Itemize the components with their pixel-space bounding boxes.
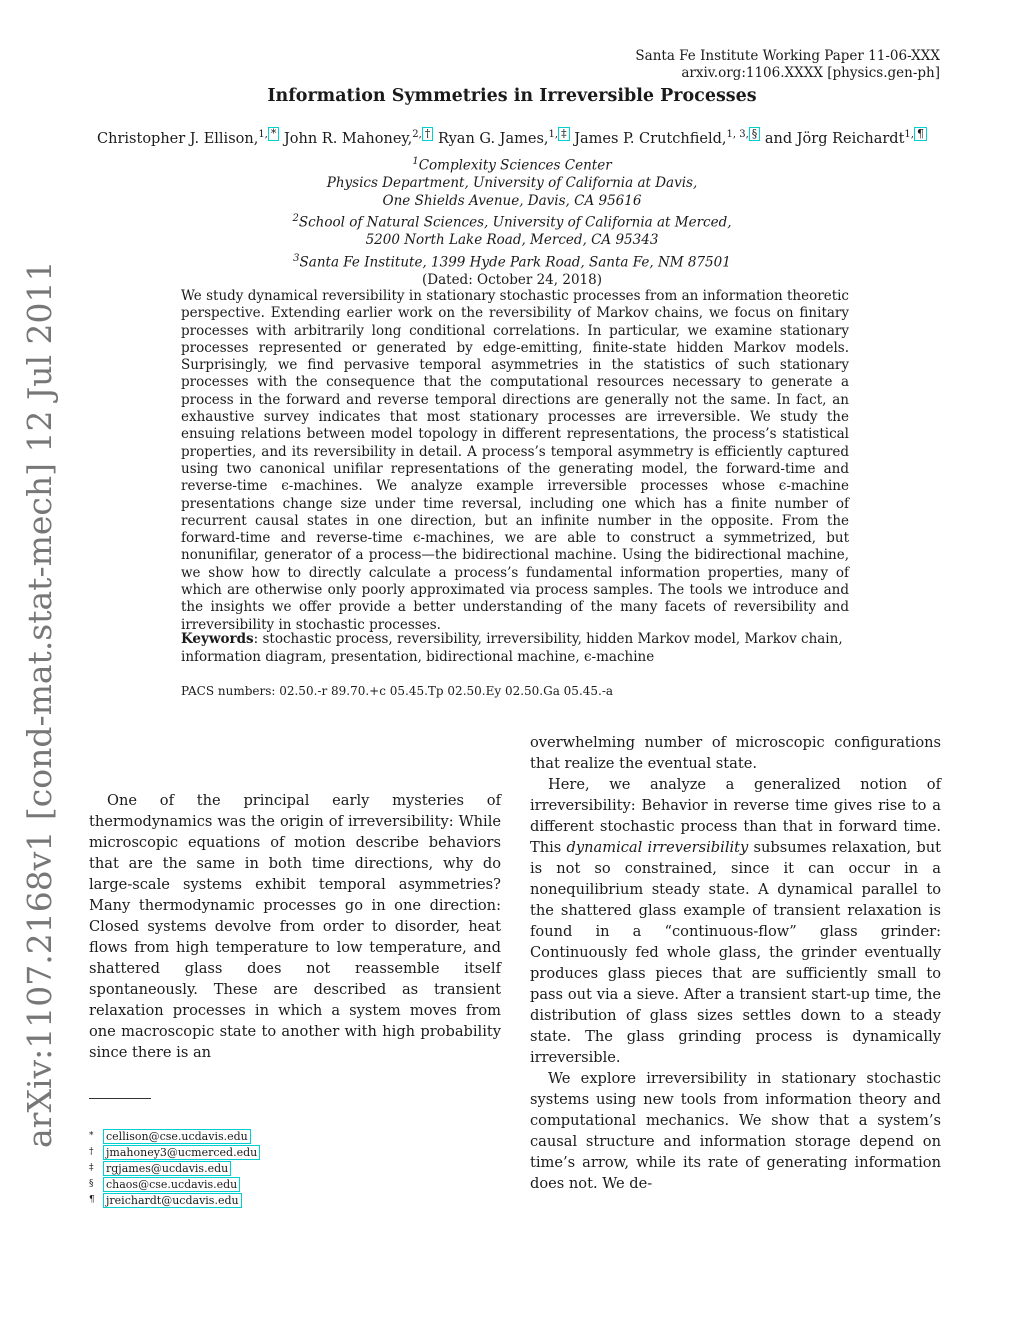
email-link[interactable]: jreichardt@ucdavis.edu [103, 1193, 242, 1208]
working-paper-id: Santa Fe Institute Working Paper 11-06-XXX [635, 48, 940, 64]
abstract: We study dynamical reversibility in stationary stochastic processes from an information theoretic perspective. Extending earlier work on the reversibility of Markov chains, we focus on finitary processes with arbitrarily long conditional correlations. In particular, we examine stationary processes represented or generated by edge-emitting, finite-state hidden Markov models. Surprisingly, we find pervasive temporal asymmetries in the statistics of such stationary processes with the consequence that the computational resources necessary to generate a process in the forward and reverse temporal directions are generally not the same. In fact, an exhaustive survey indicates that most stationary processes are irreversible. We study the ensuing relations between model topology in different representations, the process’s statistical properties, and its reversibility in detail. A process’s temporal asymmetry is efficiently captured using two canonical unifilar representations of the generating model, the forward-time and reverse-time ϵ-machines. We analyze example irreversible processes whose ϵ-machine presentations change size under time reversal, including one which has a finite number of recurrent causal states in one direction, but an infinite number in the opposite. From the forward-time and reverse-time ϵ-machines, we are able to construct a symmetrized, but nonunifilar, generator of a process—the bidirectional machine. Using the bidirectional machine, we show how to directly calculate a process’s fundamental information properties, many of which are otherwise only poorly approximated via process samples. The tools we introduce and the insights we offer provide a better understanding of the many facets of reversibility and irreversibility in stochastic processes. [181, 288, 849, 633]
emphasis-term: dynamical irreversibility [566, 839, 749, 856]
footnote-mark: † [89, 1147, 94, 1157]
email-link[interactable]: jmahoney3@ucmerced.edu [103, 1145, 260, 1160]
footnotes [89, 1128, 260, 1208]
author-name: John R. Mahoney, [283, 131, 413, 147]
footnote-mark: § [89, 1179, 94, 1189]
footnote-divider [89, 1098, 151, 1099]
paper-title: Information Symmetries in Irreversible Processes [267, 86, 757, 106]
author-affiliation-sup: 2, [412, 129, 422, 141]
footnote [89, 1144, 260, 1160]
author-name: Christopher J. Ellison, [97, 131, 259, 147]
author-list [0, 127, 1024, 147]
affiliation-line: Santa Fe Institute, 1399 Hyde Park Road, Santa Fe, NM 87501 [299, 254, 731, 271]
affiliation-number: 3 [293, 252, 300, 264]
footnote [89, 1192, 260, 1208]
body-text: Here, we analyze a generalized notion of irreversibility: Behavior in reverse time gives rise to a different stochastic process than that in forward time. This [530, 776, 941, 856]
footnote [89, 1128, 260, 1144]
author-name: and Jörg Reichardt [764, 131, 905, 147]
footnote [89, 1160, 260, 1176]
body-paragraph [530, 774, 941, 1068]
affiliations [0, 153, 1024, 290]
date-line: (Dated: October 24, 2018) [422, 272, 602, 289]
footnote-link[interactable]: † [422, 127, 434, 141]
footnote-link[interactable]: ‡ [558, 127, 570, 141]
pacs-numbers: PACS numbers: 02.50.-r 89.70.+c 05.45.Tp 02.50.Ey 02.50.Ga 05.45.-a [181, 684, 614, 698]
affiliation-line: School of Natural Sciences, University of California at Merced, [298, 214, 732, 231]
email-link[interactable]: cellison@cse.ucdavis.edu [103, 1129, 251, 1144]
body-paragraph: overwhelming number of microscopic configurations that realize the eventual state. [530, 734, 941, 772]
keywords [181, 631, 849, 667]
keywords-text: : stochastic process, reversibility, irreversibility, hidden Markov model, Markov chain, information diagram, presentation, bidirectional machine, ϵ-machine [181, 631, 843, 665]
footnote-mark: ‡ [89, 1163, 94, 1173]
affiliation-line: Physics Department, University of California at Davis, [326, 175, 698, 192]
footnote-link[interactable]: ¶ [914, 127, 927, 141]
affiliation-line: One Shields Avenue, Davis, CA 95616 [382, 192, 642, 209]
email-link[interactable]: rgjames@ucdavis.edu [103, 1161, 231, 1176]
author-affiliation-sup: 1, 3, [726, 129, 749, 141]
affiliation-number: 1 [412, 156, 419, 167]
keywords-label: Keywords [181, 631, 254, 647]
author-affiliation-sup: 1, [548, 129, 559, 141]
author-name: Ryan G. James, [437, 131, 549, 147]
body-text: subsumes relaxation, but is not so constrained, since it can occur in a nonequilibrium steady state. A dynamical parallel to the shattered glass example of transient relaxation is found in a “continuous-flow” glass grinder: Continuously fed whole glass, the grinder eventually produces glass pieces that are sufficiently small to pass out via a sieve. After a transient start-up time, the distribution of glass sizes settles down to a steady state. The glass grinding process is dynamically irreversible. [530, 839, 941, 1066]
affiliation-number: 2 [292, 213, 299, 225]
body-column-left [89, 790, 501, 1063]
affiliation-line: Complexity Sciences Center [418, 157, 612, 174]
body-column-right [530, 732, 941, 1194]
author-name: James P. Crutchfield, [574, 131, 727, 147]
body-paragraph: We explore irreversibility in stationary stochastic systems using new tools from information theory and computational mechanics. We show that a system’s causal structure and information storage depend on time’s arrow, while its rate of generating information does not. We de- [530, 1070, 941, 1192]
author-affiliation-sup: 1, [258, 129, 268, 141]
arxiv-identifier: arXiv:1107.2168v1 [cond-mat.stat-mech] 12 Jul 2011 [20, 260, 59, 1148]
footnote-mark: ¶ [89, 1195, 95, 1205]
author-affiliation-sup: 1, [904, 129, 914, 141]
footnote [89, 1176, 260, 1192]
body-paragraph: One of the principal early mysteries of thermodynamics was the origin of irreversibility: While microscopic equations of motion describe behaviors that are the same in both time directions, why do large-scale systems exhibit temporal asymmetries? Many thermodynamic processes go in one direction: Closed systems devolve from order to disorder, heat flows from high temperature to low temperature, and shattered glass does not reassemble itself spontaneously. These are described as transient relaxation processes in which a system moves from one macroscopic state to another with high probability since there is an [89, 792, 501, 1061]
footnote-link[interactable]: * [268, 127, 280, 141]
arxiv-reference: arxiv.org:1106.XXXX [physics.gen-ph] [681, 65, 940, 81]
email-link[interactable]: chaos@cse.ucdavis.edu [103, 1177, 240, 1192]
footnote-mark: * [89, 1131, 94, 1141]
footnote-link[interactable]: § [749, 127, 761, 141]
affiliation-line: 5200 North Lake Road, Merced, CA 95343 [365, 232, 659, 249]
